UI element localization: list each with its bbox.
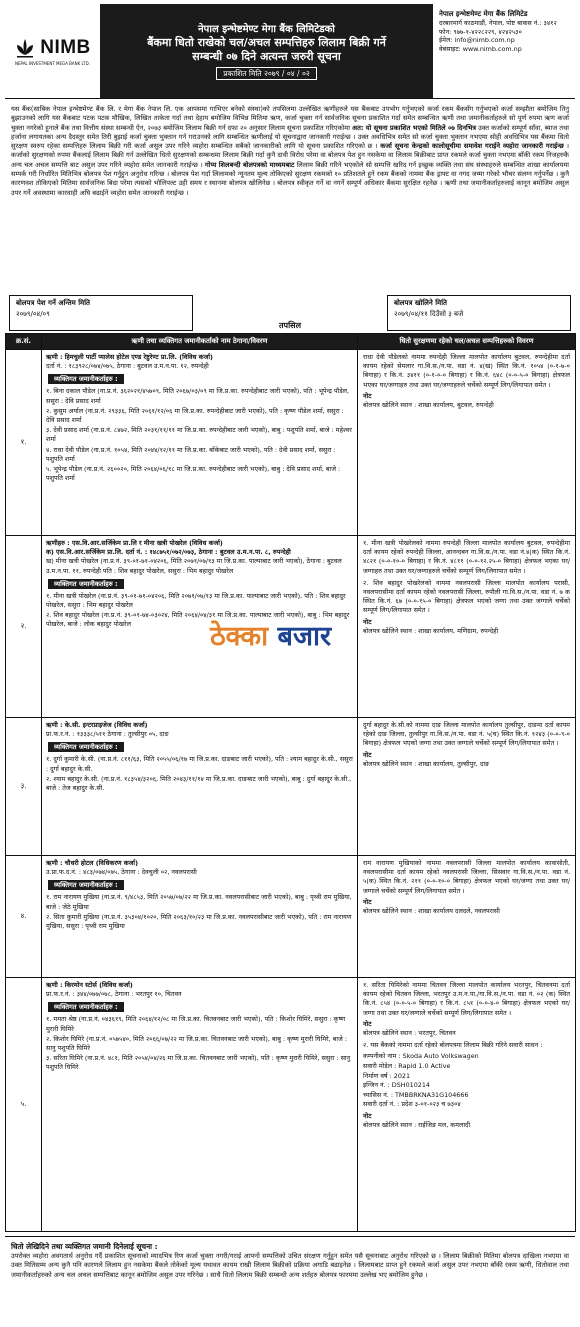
notice-title-block (100, 4, 433, 98)
guarantor-heading: व्यक्तिगत जमानीकर्ताहरु : (48, 880, 124, 890)
bank-contact (433, 4, 575, 98)
property-cell (358, 856, 576, 978)
title-line-2: बैंकमा धितो राखेको चल/अचल सम्पत्तिहरु लिलाम बिक्री गर्ने (147, 35, 386, 49)
guarantor-item: ३. सरिता घिमिरे (ना.प्र.नं. ४८१, मिति २०५४/०४/२६ मा जि.प्र.का. चितवनबाट जारी भएको), पति : कृष्ण मुरारी घिमिरे, ससुरा : सानु पशुपति घिमिरे (46, 1054, 351, 1072)
bid-opening-place: बोलपत्र खोलिने स्थान : राईजिङ मल, कमलादी (363, 1121, 471, 1130)
col-borrower: ऋणी तथा व्यक्तिगत जमानीकर्ताको नाम ठेगाना/विवरण (42, 334, 358, 350)
bid-opening-place: बोलपत्र खोलिने स्थान : शाखा कार्यालय, तुल्सीपुर, दाङ (363, 759, 490, 768)
date-row (9, 295, 571, 331)
submission-date-box (9, 295, 193, 331)
bank-name: नेपाल इन्भेष्टमेण्ट मेगा बैंक लिमिटेड (439, 10, 528, 18)
note-label: नोट (363, 750, 372, 759)
guarantor-item: २. सिता कुमारी मुखिया (ना.प्र.नं. ३५३०४/१०२०, मिति २०६३/१०/२३ मा जि.प्र.का. नवलपरासीबाट जारी भएको), पति : राम नारायण मुखिया, ससुरा : पृथ्वी राम मुखिया (46, 912, 352, 931)
intro-text-1: यस बैंक(साबिक नेपाल इन्भेष्टमेण्ट बैंक लि. र मेगा बैंक नेपाल लि. एक आपसमा गाभिएर बनेको संस्था)को तपसिलमा उल्लेखित ऋणीहरुले यस बैंकबाट उपभोग गर्नुभएको कर्जा रकम बैंकसँग गर्नुभएको कर्जा सम्झौता बमोजिम तिनु बुझाउनको लागि यस बैंकबाट पटक पटक मौखिक, लिखित ताकेता गर्दा तथा देहाय बमोजिम विभिन्न मितिमा ऋण, कर्जा चुक्ता गर्न सार्वजनिक सूचना प्रकाशित गर्दा समेत सम्बन्धित ऋणी तथा जमानीकर्ताहरुले सो पूर्ण रुपमा ऋण कर्जा चुक्ता नगरेको हुनाले बैंक तथा वित्तीय संस्था सम्बन्धी ऐन, २०७३ बमोजिम लिलाम बिक्री गर्न दफा २० अनुसार लिलाम सूचना प्रकाशित गरिएकोमा (11, 105, 569, 132)
watermark-text (210, 621, 332, 652)
vehicle-company: कम्पनीको नाम : Skoda Auto Volkswagen (363, 1052, 479, 1061)
serial-number: २. (6, 536, 42, 718)
borrower-name: ऋणी : हिमचुली पार्टी प्यालेस होटेल एण्ड रेष्टुरेण्ट प्रा.लि. (विविध कर्जा) (46, 353, 213, 361)
guarantor-item: २. किशोर घिमिरे (ना.प्र.नं. ०५७५४०, मिति २०६६/०७/२२ मा जि.प्र.का. चितवनबाट जारी भएको), बाबु : कृष्ण मुरारी घिमिरे, बाजे : सानु पशुपति घिमिरे (46, 1034, 347, 1053)
guarantor-item: २. कुसुम अर्याल (ना.प्र.नं. २९३३६, मिति २०६१/१२/०६ मा जि.प्र.का. रुपन्देहीबाट जारी भएको), पति : कृष्ण पौडेल शर्मा, ससुरा : देवि प्रसाद शर्मा (46, 406, 344, 425)
opening-date-label: बोलपत्र खोलिने मिति (393, 299, 448, 307)
property-description: राधा देवी पौडेलको नाममा रुपन्देही जिल्ला मालपोत कार्यालय बुटवल, रुपन्देहीमा दर्ता कायम रहेको सेमलार गा.वि.स./न.पा. वडा नं. ४(ख) स्थित कि.नं. १०५४ (०-१-७-० बिगाहा) र कि.नं. ३४११ (०-१-०-० बिगाहा) र कि.नं. ६४८ (०-०-५-० बिगाहा) क्षेत्रफल भएका घर/जग्गाहरु तथा उक्त घर/जग्गाहरुले चर्चेको सम्पूर्ण लिग/लिगापात समेत । (363, 353, 570, 389)
auction-table (5, 333, 576, 1232)
notice-page (5, 4, 575, 1319)
vehicle-year: निर्माण वर्ष : 2021 (363, 1071, 411, 1080)
col-serial: क्र.सं. (6, 334, 42, 350)
vehicle-engine: इन्जिन नं. : DSH010214 (363, 1081, 430, 1090)
guarantor-heading: व्यक्तिगत जमानीकर्ताहरु : (48, 579, 124, 589)
serial-number: ३. (6, 718, 42, 856)
property-description: १. सरिता घिमिरेको नाममा चितवन जिल्ला मालपोत कार्यालय भरतपुर, चितवनमा दर्ता कायम रहेको चितवन जिल्ला, भरतपुर उ.म.न.पा./गा.वि.स./न.पा. वडा नं. ०२ (क) स्थित कि.नं. ८५४ (०-०-५-० बिगाहा) र कि.नं. ८५१ (०-०-४-० बिगाहा) क्षेत्रफल भएको घर/जग्गा तथा उक्त घर/जग्गाले चर्चेको सम्पूर्ण लिग/लिगापात समेत । (363, 981, 570, 1017)
guarantor-heading: व्यक्तिगत जमानीकर्ताहरु : (48, 742, 124, 752)
borrower-company: क) एस.वि.आर.सर्जिकेम प्रा.लि. दर्ता नं. : १४८७५१/०७२/०७३, ठेगाना : बुटवल उ.म.न.पा. ८, रुपन्देही (46, 548, 291, 557)
vehicle-chassis: च्यासिस नं. : TMBBRKNA31G104666 (363, 1090, 469, 1099)
borrower-cell (42, 718, 358, 856)
title-line-3: सम्बन्धी ०७ दिने अत्यन्त जरुरी सूचना (192, 49, 341, 63)
bank-website: वेबसाइट: www.nimb.com.np (439, 45, 522, 54)
serial-number: १. (6, 350, 42, 536)
borrower-reg: प्रा.फ.र.नं. : १३३३८/५११ ठेगाना : तुल्सीपुर ०५, दाङ (46, 730, 169, 739)
opening-date-value: २०७९/०४/११ दिउँसो ३ बजे (393, 310, 464, 318)
submission-date-value: २०७९/०४/०९ (16, 310, 50, 318)
col-property: धितो सुरक्षणमा रहेको चल/अचल सम्पत्तिहरुको विवरण (358, 334, 576, 350)
borrower-reg: दर्ता नं. : १८३९२८/०७४/०७५, ठेगाना : बुटवल उ.म.न.पा. १२, रुपन्देही (46, 362, 209, 371)
footer-heading: धितो लेखिदिने तथा व्यक्तिगत जमानी दिनेलाई सूचना : (11, 1242, 158, 1251)
bid-opening-place: बोलपत्र खोलिने स्थान : शाखा कार्यालय दलदले, नवलपरासी (363, 907, 500, 916)
guarantor-heading: व्यक्तिगत जमानीकर्ताहरु : (48, 374, 124, 384)
note-label: नोट (363, 617, 372, 626)
bank-address: दरबारमार्ग काठमाडौं, नेपाल, पोष्ट बाकस नं.: ३४१२ (439, 18, 557, 27)
logo-text: NIMB (40, 36, 91, 58)
footer-body: उपरोक्त व्यहोरा अवगतार्थ अनुरोध गर्दै प्रकाशित सूचनाको म्यादभित्र रिण कर्जा चुक्ता नगरी/गराई आफ्नो सम्पत्तिको उचित संरक्षण गर्नुहुन समेत यसै सूचनाबाट अनुरोध गरिएको छ । लिलाम बिक्रीको मितिमा बोलपत्र दाखिला नभएमा वा उक्त मितिसम्म अन्य कुनै पनि कारणले लिलाम हुन नसकेमा बैंकले तोकेको मूल्य यथावत कायम राखी लिलाम बिक्रीको प्रक्रिया अगाडि बढाइनेछ । लिलामबाट प्राप्त हुने रकमले कर्जा असुल उपर नभएमा बाँकी रकम ऋणी, धितोवाल तथा जमानीकर्ताहरुको अन्य चल अचल सम्पत्तिबाट कानून बमोजिम असुल उपर गरिनेछ । साथै धितो लिलाम बिक्री सम्बन्धी अन्य शर्तहरु बोलपत्र फारममा उल्लेख भए बमोजिम हुनेछ । (11, 1252, 569, 1279)
footer-notice (5, 1236, 575, 1280)
note-label: नोट (363, 391, 372, 400)
guarantor-heading: व्यक्तिगत जमानीकर्ताहरु : (48, 1002, 124, 1012)
note-label: नोट (363, 1111, 372, 1120)
bank-phone: फोन: ९७७-१-४२२८२२९, ४२४२५३० (439, 27, 522, 36)
borrower-cell (42, 978, 358, 1232)
intro-text-2: उक्त कर्जाको सम्पूर्ण साँवा, ब्याज तथा हर्जाना लगायतका अन्य दैदस्तुर समेत तिरी बुझाई कर्जा चुक्ता भुक्तान गर्न गराउनको लागि सम्बन्धित ऋणीलाई यो सूचनाद्वारा जानकारी गराईन्छ । उक्त अवधिभित्र समेत सो कर्जा चुक्ता भुक्तान नभएमा सोही अवधिभित्र यस बैंकमा धितो सुरक्षण स्वरुप रहेका सम्पत्तिहरु लिलाम बिक्री गरी कर्जा असुल उपर गरिने व्यहोरा सम्बन्धित सबैको जानकारीको लागि यो सूचना प्रकाशित गरिएको छ । (11, 123, 569, 151)
table-row (6, 978, 576, 1232)
lotus-icon (14, 37, 36, 59)
vehicle-heading: २. यस बैंकको नाममा दर्ता रहेको बोलपत्रमा लिलाम बिक्री गरिने सवारी साधन : (363, 1041, 543, 1050)
submission-date-label: बोलपत्र पेश गर्ने अन्तिम मिति (16, 299, 91, 307)
property-description-2: २. शिव बहादुर पोखरेलको नाममा नवलपरासी जिल्ला मालपोत कार्यालय परासी, नवलपरासीमा दर्ता कायम रहेको नवलपरासी जिल्ला, रुपौली गा.वि.स./न.पा. वडा नं. ७ क स्थित कि.नं. ६७ (०-०-१५-० बिगाहा) क्षेत्रफल भएको जग्गा तथा उक्त जग्गाले चर्चेको सम्पूर्ण लिग/लिगापात समेत । (363, 578, 570, 615)
borrower-reg: उ.प्रा.फ.द.नं. : ४८३/०७४/०७५, ठेगाना : देवचुली ०२, नवलपरासी (46, 868, 197, 877)
bid-opening-place: बोलपत्र खोलिने स्थान : भरतपुर, चितवन (363, 1029, 456, 1038)
logo-subtitle: NEPAL INVESTMENT MEGA BANK LTD. (15, 60, 90, 66)
vehicle-model: सवारी मोडेल : Rapid 1.0 Active (363, 1062, 451, 1071)
guarantor-item: २. श्याम बहादुर के.सी. (ना.प्र.नं. १८३५४/३२०६, मिति २०४३/११/१४ मा जि.प्र.का. दाङबाट जारी भएको), बाबु : दुर्गा बहादुर के.सी., बाजे : तेज बहादुर के.सी. (46, 774, 352, 793)
publish-date: प्रकाशित मिति २०७९ / ०४ / ०२ (216, 67, 317, 80)
intro-bold-1: अत: यो सूचना प्रकाशित भएको मितिले ०७ दिनभित्र (352, 123, 476, 132)
guarantor-item: ५. भूपेन्द्र पौडेल (ना.प्र.नं. २६००२०, मिति २०६४/०६/१८ मा जि.प्र.का. रुपन्देहीबाट जारी भएको), बाबु : देवि प्रसाद शर्मा, बाजे : पशुपति शर्मा (46, 465, 341, 483)
property-description: राम नारायण मुखियाको नाममा नवलपरासी जिल्ला मालपोत कार्यालय कावासोती, नवलपरासीमा दर्ता कायम रहेको नवलपरासी जिल्ला, सिसवार गा.वि.स./न.पा. वडा नं. ५(क) स्थित कि.नं. २११ (०-०-१०-० बिगाहा) क्षेत्रफल भएको घर/जग्गा तथा उक्त घर/जग्गाले चर्चेको सम्पूर्ण लिग/लिगापात समेत । (363, 859, 570, 895)
property-cell (358, 718, 576, 856)
intro-text-3: । कर्जाको सुरक्षणको रुपमा बैंकलाई लिलाम बिक्री गर्न उल्लेखित धितो सुरक्षणको सम्बन्धमा लिलाम बिक्री गर्दा कुनै दावी विरोध परेमा वा बोलपत्र पेश हुन नसकेमा वा लिलाम बिक्रीबाट प्राप्त रकमले कर्जा चुक्ता नभएमा बाँकी रकम निजहरुकै अन्य चल अचल सम्पत्ति बाट असुल उपर गरिने व्यहोरा समेत जानकारी गराईन्छ । (11, 142, 570, 169)
table-row (6, 856, 576, 978)
property-cell (358, 350, 576, 536)
guarantor-item: १. ममता श्रेष्ठ (ना.प्र.नं. ०४३६१९, मिति २०६४/१२/०८ मा जि.प्र.का. चितवनबाट जारी भएको), पति : किशोर घिमिरे, ससुरा : कृष्ण मुरारी घिमिरे (46, 1015, 346, 1033)
borrower-name: ऋणी : के.सी. इन्टरप्राइजेज (विविध कर्जा) (46, 721, 148, 729)
intro-paragraph (5, 99, 575, 291)
borrower-person: ख) मीना खत्री पोखरेल (ना.प्र.नं. ३९-०१-७१-०४२०६, मिति २०७१/०७/१३ मा जि.प्र.का. पाल्पाबाट जारी भएको), ठेगाना : बुटवल उ.म.न.पा. ११, रुपन्देही पति : शिव बहादुर पोखरेल, ससुरा : भिम बहादुर पोखरेल (46, 557, 342, 575)
intro-bold-2: कर्जा सूचना केन्द्रको कालोसूचीमा समावेश गराईने व्यहोरा जानकारी गराईन्छ (380, 142, 564, 151)
bank-logo (5, 4, 100, 98)
property-cell (358, 536, 576, 718)
opening-date-box (387, 295, 571, 331)
title-line-1: नेपाल इन्भेष्टमेण्ट मेगा बैंक लिमिटेडको (198, 23, 335, 35)
bank-email: ईमेल: info@nimb.com.np (439, 36, 515, 45)
bid-opening-place: बोलपत्र खोलिने स्थान : शाखा कार्यालय, मणिग्राम, रुपन्देही (363, 626, 499, 635)
watermark-text-b: बजार (277, 621, 332, 652)
borrower-cell (42, 350, 358, 536)
bid-opening-place: बोलपत्र खोलिने स्थान : शाखा कार्यालय, बुटवल, रुपन्देही (363, 401, 494, 410)
guarantor-item: १. दुर्गा कुमारी के.सी. (ना.प्र.नं. ८११/६३, मिति २०५५/०६/१७ मा जि.प्र.का. दाङबाट जारी भएको), पति : श्याम बहादुर के.सी., ससुरा : दुर्गा बहादुर के.सी. (46, 755, 353, 773)
intro-text-4: लिलाम बिक्री गरिने भएकोले सो सम्पत्ति खरिद गर्न इच्छुक व्यक्ति तथा संघ संस्थाहरुले सम्बन्धित शाखा कार्यालयमा सम्पर्क गरी निर्धारित मितिभित्र बोलपत्र पेश गर्नुहुन अनुरोध गरिन्छ । बोलपत्र पेश गर्दा लिलामको न्यूनतम मूल्य तोकिएको सुरक्षण रकमको १० प्रतिशतले हुने रकम बैंकको नाममा बैंक ड्राफ्ट वा नगद जम्मा गरेको भौचर संलग्न गर्नुपर्नेछ । कुनै कारणवश तोकिएको मितिमा सार्वजनिक बिदा परेमा त्यसको भोलिपल्ट उही समय र स्थानमा बोलपत्र खोलिनेछ । बोलपत्र स्वीकृत गर्ने वा नगर्ने सम्पूर्ण अधिकार बैंकमा सुरक्षित रहनेछ । ऋणी तथा जमानीकर्ताहरुलाई कानून बमोजिम असुल उपर गर्ने अवस्थामा कारवाही अघि बढाईने व्यहोरा समेत जानकारी गराईन्छ । (11, 160, 569, 197)
guarantor-item: १. बिना दकाल पौडेल (ना.प्र.नं. ३६२०२१/४५७०९, मिति २०६७/०३/०९ मा जि.प्र.का. रुपन्देहीबाट जारी भएको), पति : भूपेन्द्र पौडेल, ससुरा : देवि प्रसाद शर्मा (46, 387, 350, 405)
note-label: नोट (363, 1019, 372, 1028)
thekka-bazar-watermark (210, 621, 332, 652)
notice-header (5, 4, 575, 99)
vehicle-details (363, 1052, 570, 1110)
table-row (6, 718, 576, 856)
note-label: नोट (363, 897, 372, 906)
borrower-reg: प्रा.फ.र.नं. : ३४४/०७७/०७८, ठेगाना : भरतपुर १०, चितवन (46, 990, 182, 999)
borrower-name: ऋणी : चौधरी होटल (विधिकरण कर्जा) (46, 859, 139, 867)
property-cell (358, 978, 576, 1232)
guarantor-item: ४. राधा देवी पौडेल (ना.प्र.नं. १०५४, मिति २०४४/१२/११ मा जि.प्र.का. बाँकेबाट जारी भएको), पति : देवी प्रसाद शर्मा, ससुरा : पशुपति शर्मा (46, 445, 336, 463)
borrower-name: ऋणीहरु : एस.वि.आर.सर्जिकेम प्रा.लि र मीना खत्री पोखरेल (विविध कर्जा) (46, 539, 223, 547)
property-description: दुर्गा बहादुर के.सी.को नाममा दाङ जिल्ला मालपोत कार्यालय तुल्सीपुर, दाङमा दर्ता कायम रहेको दाङ जिल्ला, तुल्सीपुर गा.वि.स./न.पा. वडा नं. ५(च) स्थित कि.नं. १२४३ (०-०-९-० बिगाहा) क्षेत्रफल भएको जग्गा तथा उक्त जग्गाले चर्चेको सम्पूर्ण लिग/लिगापात समेत । (363, 721, 570, 748)
guarantor-item: ३. देवी प्रसाद शर्मा (ना.प्र.नं. ८४७२, मिति २०३१/११/११ मा जि.प्र.का. रुपन्देहीबाट जारी भएको), बाबु : पशुपति शर्मा, बाजे : महेश्वर शर्मा (46, 426, 352, 444)
property-description: १. मीना खत्री पोखरेलको नाममा रुपन्देही जिल्ला मालपोत कार्यालय बुटवल, रुपन्देहीमा दर्ता कायम रहेको रुपन्देही जिल्ला, आनन्दबन गा.वि.स./न.पा. वडा नं.४(क) स्थित कि.नं. ४८२१ (०-०-१०-० बिगाहा) र कि.नं. ४८११ (०-०-१२.२५-० बिगाहा) क्षेत्रफल भएका घर/जग्गाहरु तथा उक्त घर/जग्गाहरुले चर्चेको सम्पूर्ण लिग/लिगापात समेत । (363, 539, 570, 575)
guarantor-item: १. मीना खत्री पोखरेल (ना.प्र.नं. ३९-०१-७१-०४२०६, मिति २०७१/०७/१३ मा जि.प्र.का. पाल्पाबाट जारी भएको), पति : शिव बहादुर पोखरेल, ससुरा : भिम बहादुर पोखरेल (46, 591, 346, 610)
schedule-heading: तपसिल (278, 321, 301, 331)
watermark-text-a: ठेक्का (210, 621, 269, 652)
serial-number: ५. (6, 978, 42, 1232)
borrower-cell (42, 856, 358, 978)
table-row (6, 350, 576, 536)
serial-number: ४. (6, 856, 42, 978)
intro-bold-3: गोप्य शिलबन्दी बोलपत्रको माध्यमबाट (205, 160, 295, 169)
vehicle-registration: सवारी दर्ता नं. : प्रदेश ३-०१-०२३ च ७३०४ (363, 1100, 461, 1109)
guarantor-item: २. शिव बहादुर पोखरेल (ना.प्र.नं. ३९-०१-७४-०३०२४, मिति २०६४/०४/३१ मा जि.प्र.का. पाल्पाबाट जारी भएको), बाबु : भिम बहादुर पोखरेल, बाजे : लोक बहादुर पोखरेल (46, 611, 350, 629)
guarantor-item: १. राम नारायण मुखिया (ना.प्र.नं. ९/४८५३, मिति २०५७/०७/२२ मा जि.प्र.का. नवलपरासीबाट जारी भएको), बाबु : पृथ्वी राम मुखिया, बाजे : जेठे मुखिया (46, 893, 352, 911)
borrower-name: ऋणी : किरमोन स्टोर्स (विविध कर्जा) (46, 981, 133, 989)
